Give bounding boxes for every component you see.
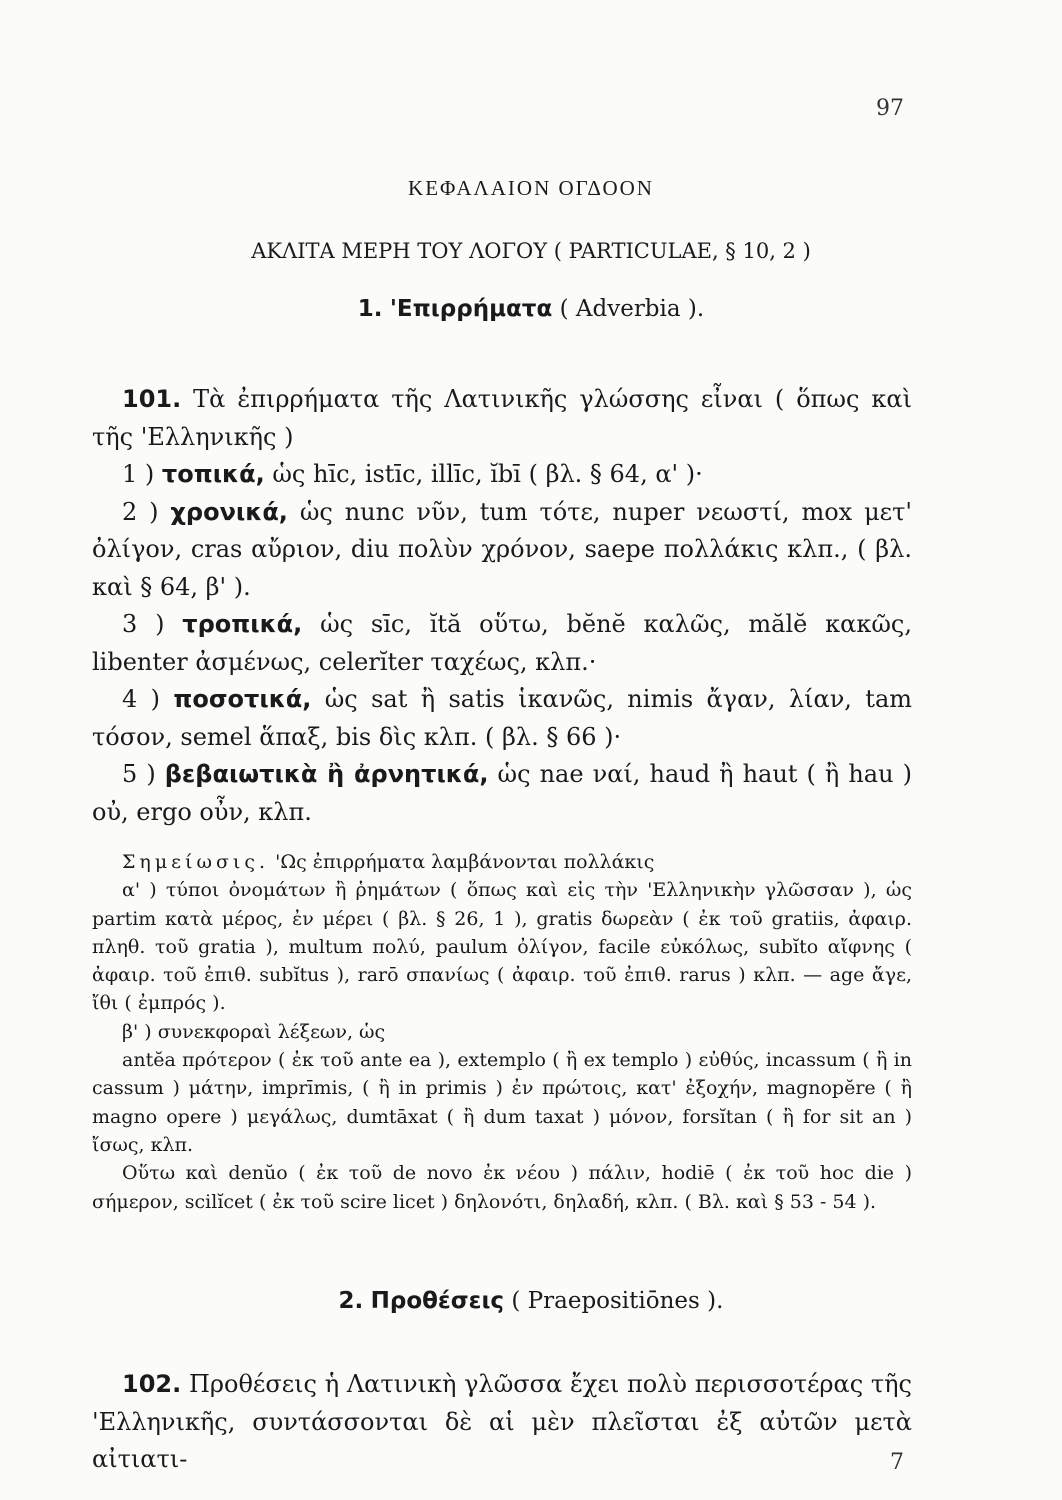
section-1-latin: ( Adverbia ). (559, 296, 705, 322)
paragraph-number: 101. (122, 385, 182, 413)
note-item-a: α' ) τύποι ὀνομάτων ἢ ῥημάτων ( ὅπως καὶ εἰς τὴν 'Ελληνικὴν γλῶσσαν ), ὡς partim κατὰ μέρος, ἐν μέρει ( βλ. § 26, 1 ), gratis δωρεὰν ( ἐκ τοῦ gratiis, ἀφαιρ. πληθ. τοῦ gratia ), multum πολύ, paulum ὀλίγον, facile εὐκόλως, subĭto αἴφνης ( ἀφαιρ. τοῦ ἐπιθ. subĭtus ), rarō σπανίως ( ἀφαιρ. τοῦ ἐπιθ. rarus ) κλπ. — age ἄγε, ἴθι ( ἐμπρός ). (92, 879, 912, 1015)
note-label: Σημείωσις. (122, 851, 270, 873)
note-item-c: Οὕτω καὶ denŭo ( ἐκ τοῦ de novo ἐκ νέου ) πάλιν, hodiē ( ἐκ τοῦ hoc die ) σήμερον, scilĭcet ( ἐκ τοῦ scire licet ) δηλονότι, δηλαδή, κλπ. ( Βλ. καὶ § 53 - 54 ). (92, 1162, 912, 1213)
signature-mark: 7 (890, 1450, 904, 1475)
item-text: ὡς sat ἢ satis ἱκανῶς, nimis ἄγαν, λίαν, tam τόσον, semel ἅπαξ, bis δὶς κλπ. ( βλ. § 66 )· (92, 685, 913, 751)
section-2-number: 2. (338, 1288, 364, 1314)
section-1-number: 1. (357, 296, 383, 322)
note-block (92, 848, 912, 1216)
chapter-heading: ΑΚΛΙΤΑ ΜΕΡΗ ΤΟΥ ΛΟΓΟΥ ( PARTICULAE, § 10, 2 ) (251, 239, 811, 263)
section-1-heading (0, 296, 1062, 322)
list-item (92, 606, 912, 681)
item-term: τροπικά, (182, 610, 303, 638)
item-label: 5 ) (122, 760, 156, 788)
section-1-title: 'Επιρρήματα (389, 296, 553, 322)
paragraph-text: Προθέσεις ἡ Λατινικὴ γλῶσσα ἔχει πολὺ περισσοτέρας τῆς 'Ελληνικῆς, συντάσσονται δὲ αἱ μὲν πλεῖσται ἐξ αὐτῶν μετὰ αἰτιατι- (92, 1370, 912, 1473)
item-label: 1 ) (122, 460, 155, 488)
note-item-b-intro: β' ) συνεκφοραὶ λέξεων, ὡς (122, 1020, 386, 1043)
list-item (92, 756, 912, 831)
paragraph-101-intro (92, 381, 912, 456)
item-text: ὡς hīc, istīc, illīc, ĭbī ( βλ. § 64, α' )· (272, 460, 703, 488)
list-item (92, 681, 912, 756)
item-text: ὡς nunc νῦν, tum τότε, nuper νεωστί, mox μετ' ὀλίγον, cras αὔριον, diu πολὺν χρόνον, saepe πολλάκις κλπ., ( βλ. καὶ § 64, β' ). (92, 497, 912, 601)
section-2-latin: ( Praepositiōnes ). (511, 1288, 724, 1314)
paragraph-102-text (92, 1366, 912, 1479)
chapter-title: ΚΕΦΑΛΑΙΟΝ ΟΓΔΟΟΝ (408, 176, 654, 200)
note-intro (92, 848, 912, 876)
item-text: ὡς sīc, ĭtă οὕτω, bĕnĕ καλῶς, mălĕ κακῶς, libenter ἀσμένως, celerĭter ταχέως, κλπ.· (92, 610, 912, 676)
item-label: 3 ) (122, 610, 165, 638)
paragraph-text: Τὰ ἐπιρρήματα τῆς Λατινικῆς γλώσσης εἶναι ( ὅπως καὶ τῆς 'Ελληνικῆς ) (92, 385, 912, 451)
note-text: 'Ως ἐπιρρήματα λαμβάνονται πολλάκις (275, 851, 655, 873)
item-label: 4 ) (122, 685, 160, 713)
note-item-b: antĕa πρότερον ( ἐκ τοῦ ante ea ), extemplo ( ἢ ex templo ) εὐθύς, incassum ( ἢ in cassum ) μάτην, imprīmis, ( ἢ in primis ) ἐν πρώτοις, κατ' ἐξοχήν, magnopĕre ( ἢ magno opere ) μεγάλως, dumtāxat ( ἢ dum taxat ) μόνον, forsĭtan ( ἢ for sit an ) ἴσως, κλπ. (92, 1049, 912, 1156)
paragraph-101 (92, 381, 912, 831)
list-item (92, 494, 912, 607)
section-2-title: Προθέσεις (370, 1288, 505, 1314)
item-term: τοπικά, (161, 460, 265, 488)
item-text: ὡς nae ναί, haud ἢ haut ( ἢ hau ) οὐ, ergo οὖν, κλπ. (92, 760, 912, 826)
item-term: βεβαιωτικὰ ἢ ἀρνητικά, (164, 760, 489, 788)
paragraph-number: 102. (122, 1370, 182, 1398)
paragraph-102 (92, 1366, 912, 1479)
item-term: χρονικά, (170, 497, 288, 526)
list-item (92, 456, 912, 494)
item-term: ποσοτικά, (173, 685, 312, 713)
page-number: 97 (876, 96, 904, 121)
item-label: 2 ) (122, 497, 159, 526)
section-2-heading (0, 1288, 1062, 1314)
